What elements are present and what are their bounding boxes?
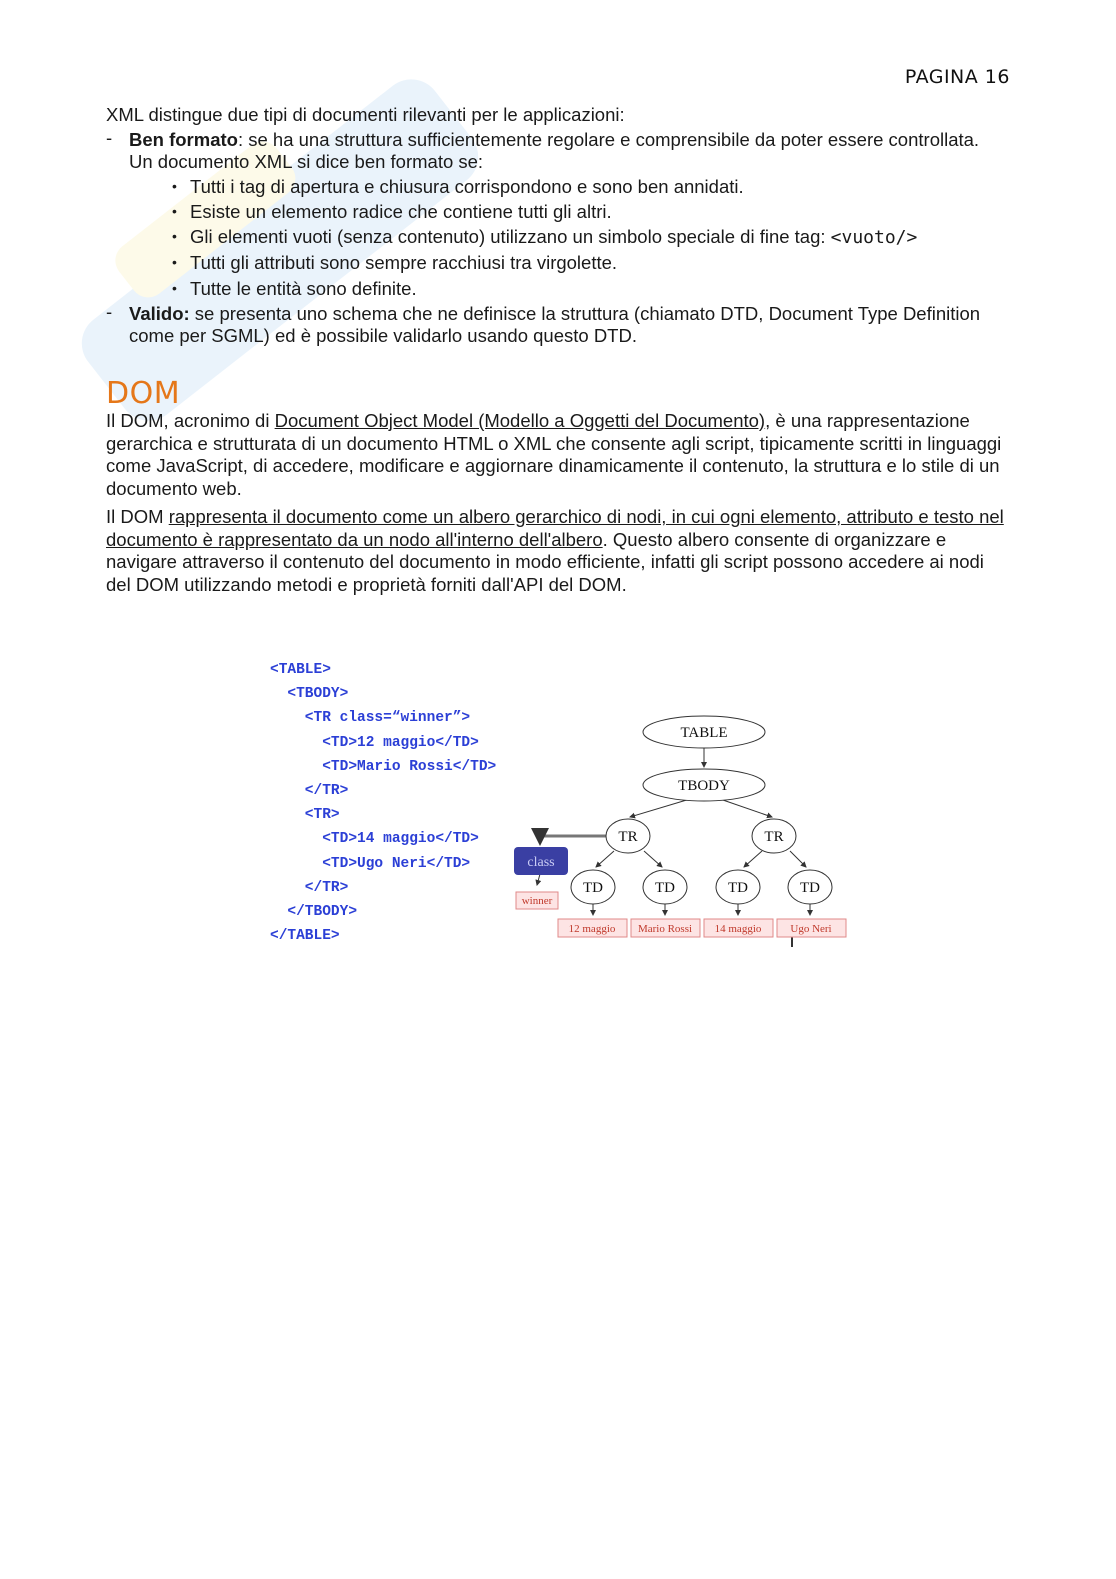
edge-tbody-tr1 (630, 799, 690, 817)
dom-p2-after: . Questo albero consente di organizzare e navigare attraverso il contenuto del documento in modo efficiente, infatti gli script possono accedere ai nodi del DOM utilizzando metodi e proprietà forniti dall'API del DOM. (106, 528, 984, 596)
dom-p1-after: , è una rappresentazione gerarchica e strutturata di un documento HTML o XML che consente agli script, tipicamente scritti in linguaggi come JavaScript, di accedere, modificare e aggiornare dinamicamente il contenuto, la struttura e lo stile di un documento web. (106, 409, 1002, 499)
dom-definition-link: Document Object Model (Modello a Oggetti del Documento) (274, 409, 766, 431)
list-item: • Tutti i tag di apertura e chiusura corrispondono e sono ben annidati. (168, 176, 1006, 199)
code-line: <TD>Mario Rossi</TD> (270, 758, 497, 775)
label-td-3: TD (728, 880, 748, 896)
dash-marker: - (106, 300, 113, 322)
list-item-text: Gli elementi vuoti (senza contenuto) utilizzano un simbolo speciale di fine tag: (190, 226, 831, 248)
code-line: <TD>Ugo Neri</TD> (270, 855, 471, 872)
intro-paragraph: XML distingue due tipi di documenti rilevanti per le applicazioni: (106, 104, 625, 125)
edge-tr2-td3 (744, 851, 762, 867)
code-line: </TABLE> (270, 928, 340, 945)
text-node-label-3: 14 maggio (714, 923, 762, 935)
label-td-4: TD (800, 880, 820, 896)
document-body (106, 104, 1006, 597)
html-code-block (270, 658, 496, 948)
dom-tree-diagram (500, 705, 860, 955)
label-td-2: TD (655, 880, 675, 896)
dom-paragraph-1 (106, 410, 1006, 500)
valido-item (106, 300, 1006, 348)
code-line: </TR> (270, 879, 349, 896)
code-line: </TR> (270, 783, 349, 800)
code-line: <TBODY> (270, 686, 349, 703)
code-line: <TD>12 maggio</TD> (270, 734, 479, 751)
label-tr-1: TR (618, 829, 638, 845)
dom-p2-before: Il DOM (106, 506, 169, 528)
dom-heading: DOM (106, 375, 181, 411)
page-number: PAGINA 16 (904, 66, 1010, 88)
code-line: <TR class=“winner”> (270, 710, 471, 727)
text-node-label-1: 12 maggio (568, 923, 616, 935)
edge-tr2-td4 (790, 851, 806, 867)
ben-formato-term: Ben formato (129, 128, 238, 150)
list-item (168, 226, 1006, 250)
ben-formato-text: : se ha una struttura sufficientemente regolare e comprensibile da poter essere controllata. Un documento XML si dice ben formato se: (129, 128, 980, 173)
empty-tag-example: <vuoto/> (830, 227, 918, 249)
edge-tr1-attr (540, 836, 608, 843)
dash-marker: - (106, 126, 113, 148)
ben-formato-bullets (168, 176, 1006, 300)
label-tbody: TBODY (678, 778, 730, 794)
dom-paragraph-2 (106, 506, 1006, 596)
label-td-1: TD (583, 880, 603, 896)
list-item: • Tutti gli attributi sono sempre racchiusi tra virgolette. (168, 252, 1006, 275)
attr-name: class (527, 855, 555, 870)
code-line: <TABLE> (270, 662, 331, 678)
text-node-label-2: Mario Rossi (637, 923, 693, 935)
label-tr-2: TR (764, 829, 784, 845)
valido-term: Valido: (129, 302, 190, 324)
edge-tr1-td1 (596, 851, 614, 867)
dom-p2-underlined: rappresenta il documento come un albero gerarchico di nodi, in cui ogni elemento, attributo e testo nel documento è rappresentato da un nodo all'interno dell'albero (106, 506, 1004, 550)
ben-formato-item (106, 126, 1006, 174)
list-item: • Esiste un elemento radice che contiene tutti gli altri. (168, 201, 1006, 224)
edge-attr-value (537, 874, 540, 885)
code-line: <TD>14 maggio</TD> (270, 831, 479, 848)
valido-text: se presenta uno schema che ne definisce la struttura (chiamato DTD, Document Type Definition come per SGML) ed è possibile validarlo usando questo DTD. (129, 302, 981, 347)
edge-tr1-td2 (644, 851, 662, 867)
edge-tbody-tr2 (720, 799, 772, 817)
dom-figure (270, 650, 860, 955)
text-node-label-4: Ugo Neri (790, 923, 832, 935)
code-line: </TBODY> (270, 904, 358, 921)
attr-value: winner (521, 895, 553, 907)
code-line: <TR> (270, 807, 340, 824)
dom-p1-before: Il DOM, acronimo di (106, 409, 275, 431)
list-item: • Tutte le entità sono definite. (168, 278, 1006, 301)
label-table: TABLE (680, 725, 728, 741)
